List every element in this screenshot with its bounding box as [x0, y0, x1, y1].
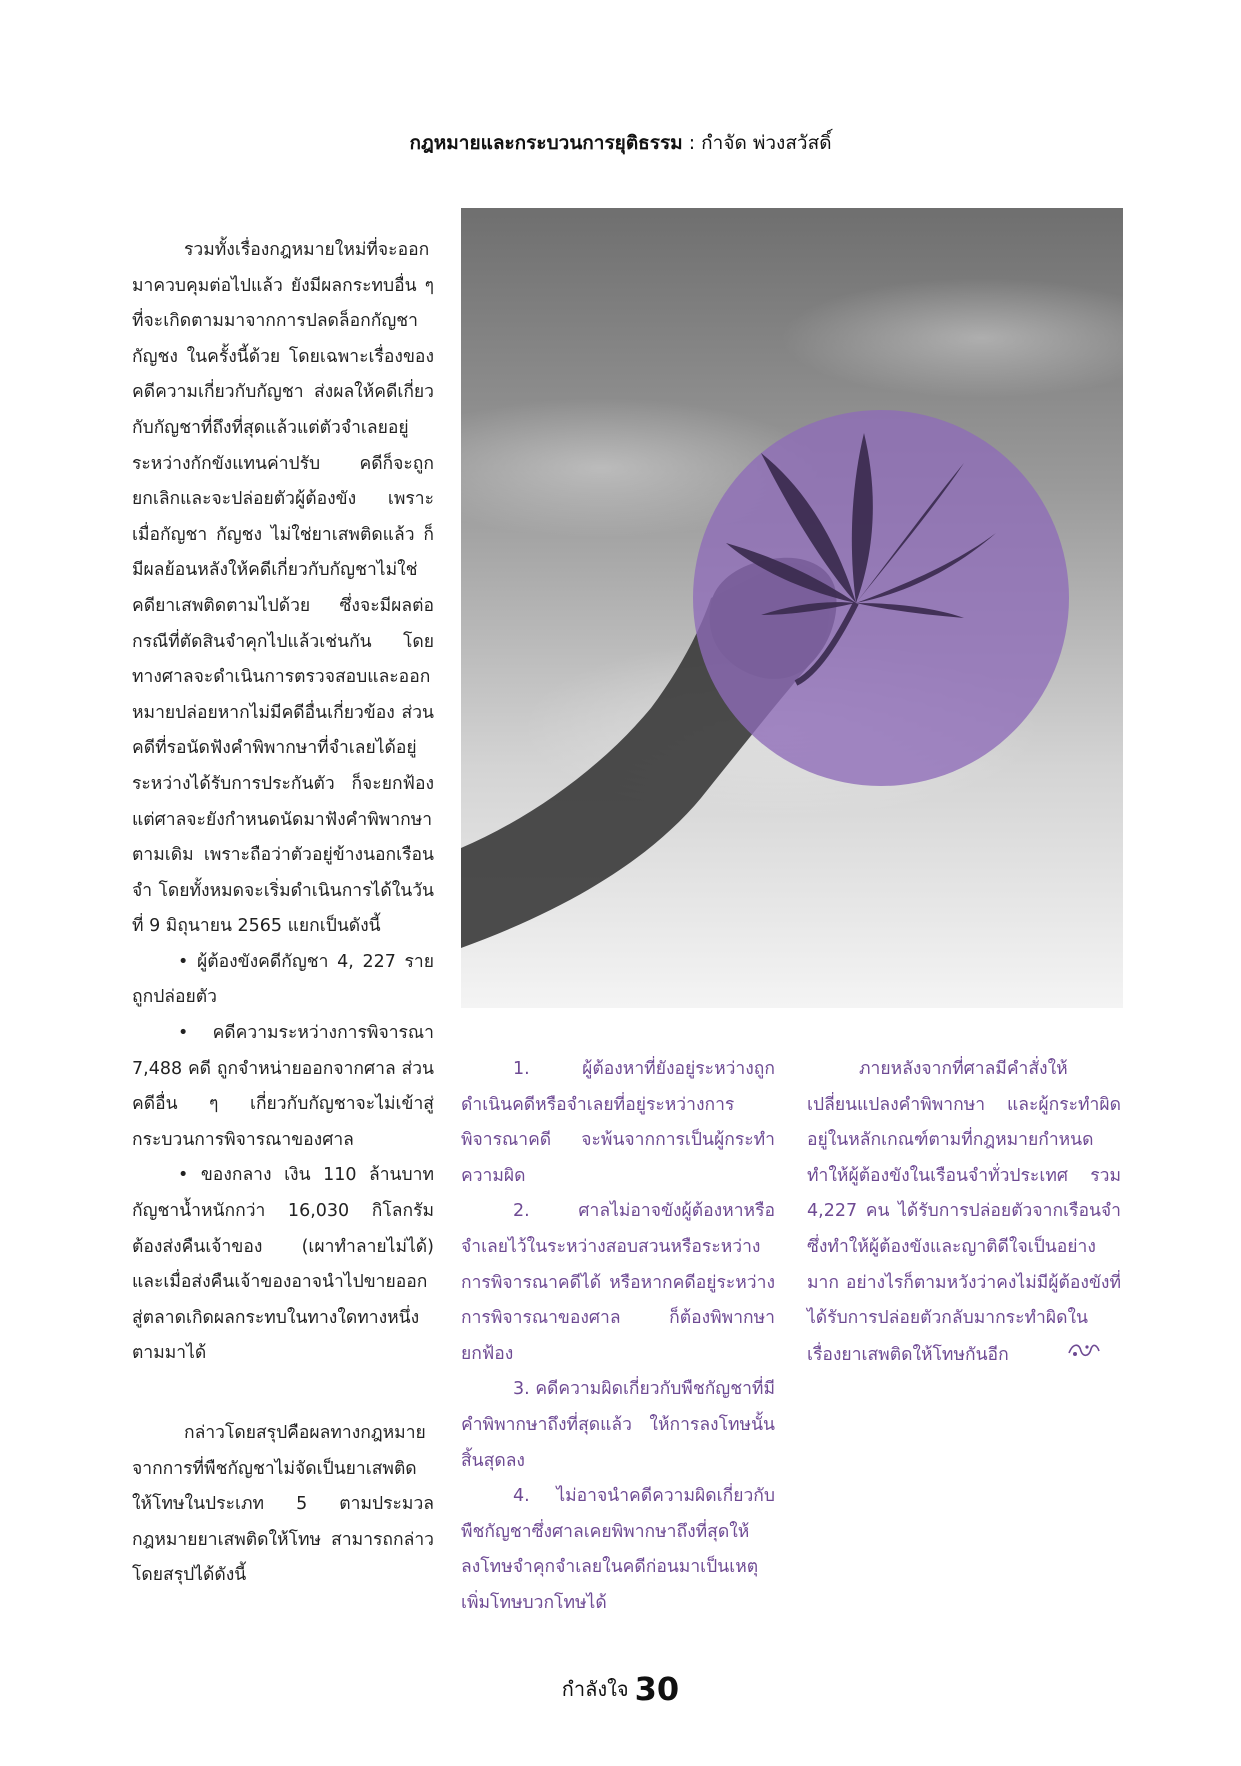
- left-paragraph-1: รวมทั้งเรื่องกฎหมายใหม่ที่จะออกมาควบคุมต่อไปแล้ว ยังมีผลกระทบอื่น ๆ ที่จะเกิดตามมาจากการปลดล็อกกัญชา กัญชง ในครั้งนี้ด้วย โดยเฉพาะเรื่องของคดีความเกี่ยวกับกัญชา ส่งผลให้คดีเกี่ยวกับกัญชาที่ถึงที่สุดแล้วแต่ตัวจำเลยอยู่ระหว่างกักขังแทนค่าปรับ คดีก็จะถูกยกเลิกและจะปล่อยตัวผู้ต้องขัง เพราะเมื่อกัญชา กัญชง ไม่ใช่ยาเสพติดแล้ว ก็มีผลย้อนหลังให้คดีเกี่ยวกับกัญชาไม่ใช่คดียาเสพติดตามไปด้วย ซึ่งจะมีผลต่อกรณีที่ตัดสินจำคุกไปแล้วเช่นกัน โดยทางศาลจะดำเนินการตรวจสอบและออกหมายปล่อยหากไม่มีคดีอื่นเกี่ยวข้อง ส่วนคดีที่รอนัดฟังคำพิพากษาที่จำเลยได้อยู่ระหว่างได้รับการประกันตัว ก็จะยกฟ้อง แต่ศาลจะยังกำหนดนัดมาฟังคำพิพากษาตามเดิม เพราะถือว่าตัวอยู่ข้างนอกเรือนจำ โดยทั้งหมดจะเริ่มดำเนินการได้ในวันที่ 9 มิถุนายน 2565 แยกเป็นดังนี้: [132, 240, 434, 937]
- numbered-item-2: 2. ศาลไม่อาจขังผู้ต้องหาหรือจำเลยไว้ในระหว่างสอบสวนหรือระหว่างการพิจารณาคดีได้ หรือหากคดีอยู่ระหว่างการพิจารณาของศาล ก็ต้องพิพากษายกฟ้อง: [461, 1201, 775, 1364]
- bullet-item-1: • ผู้ต้องขังคดีกัญชา 4, 227 ราย ถูกปล่อยตัว: [132, 951, 434, 1008]
- middle-column: [461, 1052, 775, 1622]
- right-column: [807, 1052, 1121, 1373]
- page-footer: [0, 1670, 1241, 1708]
- magazine-name: กำลังใจ: [561, 1677, 629, 1701]
- paragraph-gap: [132, 1372, 434, 1416]
- bullet-item-2: • คดีความระหว่างการพิจารณา 7,488 คดี ถูกจำหน่ายออกจากศาล ส่วนคดีอื่น ๆ เกี่ยวกับกัญชาจะไม่เข้าสู่กระบวนการพิจารณาของศาล: [132, 1023, 434, 1150]
- header-separator: :: [682, 132, 702, 154]
- left-paragraph-2: กล่าวโดยสรุปคือผลทางกฎหมายจากการที่พืชกัญชาไม่จัดเป็นยาเสพติดให้โทษในประเภท 5 ตามประมวลกฎหมายยาเสพติดให้โทษ สามารถกล่าวโดยสรุปได้ดังนี้: [132, 1423, 434, 1586]
- ornament-icon: [1015, 1337, 1101, 1373]
- numbered-item-4: 4. ไม่อาจนำคดีความผิดเกี่ยวกับพืชกัญชาซึ่งศาลเคยพิพากษาถึงที่สุดให้ลงโทษจำคุกจำเลยในคดีก่อนมาเป็นเหตุเพิ่มโทษบวกโทษได้: [461, 1486, 775, 1613]
- bullet-item-3: • ของกลาง เงิน 110 ล้านบาท กัญชาน้ำหนักกว่า 16,030 กิโลกรัม ต้องส่งคืนเจ้าของ (เผาทำลายไม่ได้) และเมื่อส่งคืนเจ้าของอาจนำไปขายออกสู่ตลาดเกิดผลกระทบในทางใดทางหนึ่งตามมาได้: [132, 1165, 434, 1364]
- section-title: กฎหมายและกระบวนการยุติธรรม: [409, 132, 683, 154]
- numbered-item-3: 3. คดีความผิดเกี่ยวกับพืชกัญชาที่มีคำพิพากษาถึงที่สุดแล้ว ให้การลงโทษนั้นสิ้นสุดลง: [461, 1379, 775, 1471]
- author-name: กำจัด พ่วงสวัสดิ์: [701, 132, 832, 154]
- photo-illustration: [461, 208, 1123, 1008]
- numbered-item-1: 1. ผู้ต้องหาที่ยังอยู่ระหว่างถูกดำเนินคดีหรือจำเลยที่อยู่ระหว่างการพิจารณาคดี จะพ้นจากการเป็นผู้กระทำความผิด: [461, 1059, 775, 1186]
- running-header: [0, 128, 1241, 158]
- cannabis-hand-photo: [461, 208, 1123, 1008]
- right-paragraph-1: [807, 1052, 1121, 1373]
- page-number: 30: [634, 1670, 680, 1708]
- purple-circle: [693, 410, 1069, 786]
- right-paragraph-text: ภายหลังจากที่ศาลมีคำสั่งให้เปลี่ยนแปลงคำพิพากษา และผู้กระทำผิดอยู่ในหลักเกณฑ์ตามที่กฎหมายกำหนด ทำให้ผู้ต้องขังในเรือนจำทั่วประเทศ รวม 4,227 คน ได้รับการปล่อยตัวจากเรือนจำ ซึ่งทำให้ผู้ต้องขังและญาติดีใจเป็นอย่างมาก อย่างไรก็ตามหวังว่าคงไม่มีผู้ต้องขังที่ได้รับการปล่อยตัวกลับมากระทำผิดในเรื่องยาเสพติดให้โทษกันอีก: [807, 1059, 1121, 1365]
- left-column: [132, 233, 434, 1594]
